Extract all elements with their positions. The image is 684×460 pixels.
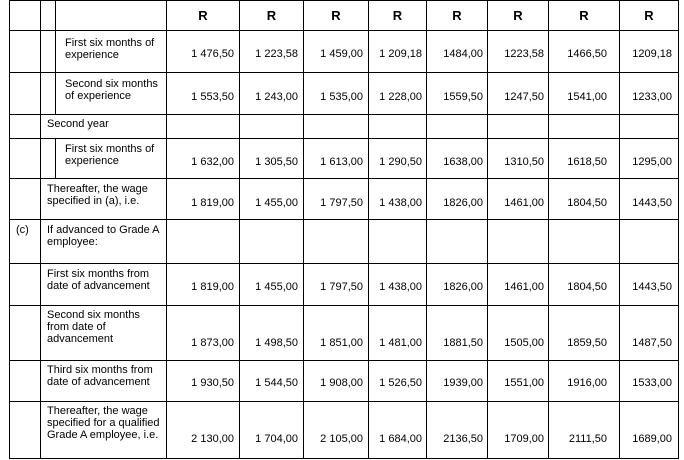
- currency-header-1: R: [198, 8, 208, 23]
- value-cell: 1 228,00: [379, 91, 422, 103]
- value-cell: 1484,00: [443, 48, 483, 60]
- value-cell: 1247,50: [504, 91, 544, 103]
- value-cell: 1 819,00: [191, 197, 234, 209]
- row-label: First six months from date of advancement: [47, 268, 150, 292]
- value-cell: 1551,00: [504, 377, 544, 389]
- value-cell: 1709,00: [504, 433, 544, 445]
- value-cell: 2136,50: [443, 433, 483, 445]
- row-label: First six months of experience: [65, 143, 155, 167]
- currency-header-7: R: [579, 8, 589, 23]
- value-cell: 1 535,00: [320, 91, 363, 103]
- value-cell: 1443,50: [632, 281, 672, 293]
- value-cell: 1859,50: [567, 337, 607, 349]
- currency-header-6: R: [513, 8, 523, 23]
- value-cell: 1 632,00: [191, 156, 234, 168]
- value-cell: 1533,00: [632, 377, 672, 389]
- value-cell: 1295,00: [632, 156, 672, 168]
- value-cell: 1461,00: [504, 281, 544, 293]
- row-label: First six months of experience: [65, 37, 155, 61]
- currency-header-2: R: [266, 8, 277, 23]
- currency-header-5: R: [452, 8, 462, 23]
- value-cell: 1804,50: [567, 281, 607, 293]
- value-cell: 1916,00: [567, 377, 607, 389]
- value-cell: 1 797,50: [320, 197, 363, 209]
- value-cell: 1 209,18: [379, 48, 422, 60]
- row-label: Second six months of experience: [65, 78, 158, 102]
- value-cell: 1 455,00: [255, 197, 298, 209]
- value-cell: 1 223,58: [255, 48, 298, 60]
- value-cell: 1 455,00: [255, 281, 298, 293]
- row-label: If advanced to Grade A employee:: [47, 224, 160, 248]
- value-cell: 1223,58: [504, 48, 544, 60]
- value-cell: 1 438,00: [379, 281, 422, 293]
- row-label: Third six months from date of advancement: [47, 364, 153, 388]
- value-cell: 1 819,00: [191, 281, 234, 293]
- value-cell: 1 481,00: [379, 337, 422, 349]
- row-label: Second six months from date of advancement: [47, 309, 140, 345]
- value-cell: 1461,00: [504, 197, 544, 209]
- value-cell: 1 684,00: [379, 433, 422, 445]
- value-cell: 1 498,50: [255, 337, 298, 349]
- row-label: Second year: [47, 118, 109, 130]
- value-cell: 2 105,00: [320, 433, 363, 445]
- value-cell: 1541,00: [567, 91, 607, 103]
- value-cell: 1804,50: [567, 197, 607, 209]
- value-cell: 1 930,50: [191, 377, 234, 389]
- currency-header-4: R: [392, 8, 403, 23]
- value-cell: 1618,50: [567, 156, 607, 168]
- value-cell: 1881,50: [443, 337, 483, 349]
- value-cell: 1466,50: [567, 48, 607, 60]
- row-label: Thereafter, the wage specified in (a), i.e.: [47, 183, 148, 207]
- currency-header-3: R: [331, 8, 341, 23]
- value-cell: 1 476,50: [191, 48, 234, 60]
- value-cell: 1 305,50: [255, 156, 298, 168]
- value-cell: 1826,00: [443, 197, 483, 209]
- value-cell: 1487,50: [632, 337, 672, 349]
- value-cell: 1 613,00: [320, 156, 363, 168]
- value-cell: 1505,00: [504, 337, 544, 349]
- value-cell: 2111,50: [568, 433, 607, 445]
- value-cell: 1 290,50: [379, 156, 422, 168]
- value-cell: 2 130,00: [191, 433, 234, 445]
- value-cell: 1209,18: [632, 48, 672, 60]
- value-cell: 1939,00: [443, 377, 483, 389]
- value-cell: 1 797,50: [320, 281, 363, 293]
- value-cell: 1 851,00: [320, 337, 363, 349]
- value-cell: 1 459,00: [320, 48, 363, 60]
- value-cell: 1 438,00: [379, 197, 422, 209]
- row-label: Thereafter, the wage specified for a qualified Grade A employee, i.e.: [47, 405, 160, 441]
- value-cell: 1233,00: [632, 91, 672, 103]
- value-cell: 1 553,50: [191, 91, 234, 103]
- value-cell: 1 908,00: [320, 377, 363, 389]
- value-cell: 1443,50: [632, 197, 672, 209]
- value-cell: 1310,50: [504, 156, 544, 168]
- value-cell: 1 704,00: [255, 433, 298, 445]
- value-cell: 1689,00: [632, 433, 672, 445]
- value-cell: 1 544,50: [255, 377, 298, 389]
- value-cell: 1559,50: [443, 91, 483, 103]
- value-cell: 1 873,00: [191, 337, 234, 349]
- value-cell: 1 243,00: [255, 91, 298, 103]
- value-cell: 1 526,50: [379, 377, 422, 389]
- currency-header-8: R: [644, 8, 654, 23]
- value-cell: 1638,00: [443, 156, 483, 168]
- value-cell: 1826,00: [443, 281, 483, 293]
- row-marker: (c): [16, 224, 29, 236]
